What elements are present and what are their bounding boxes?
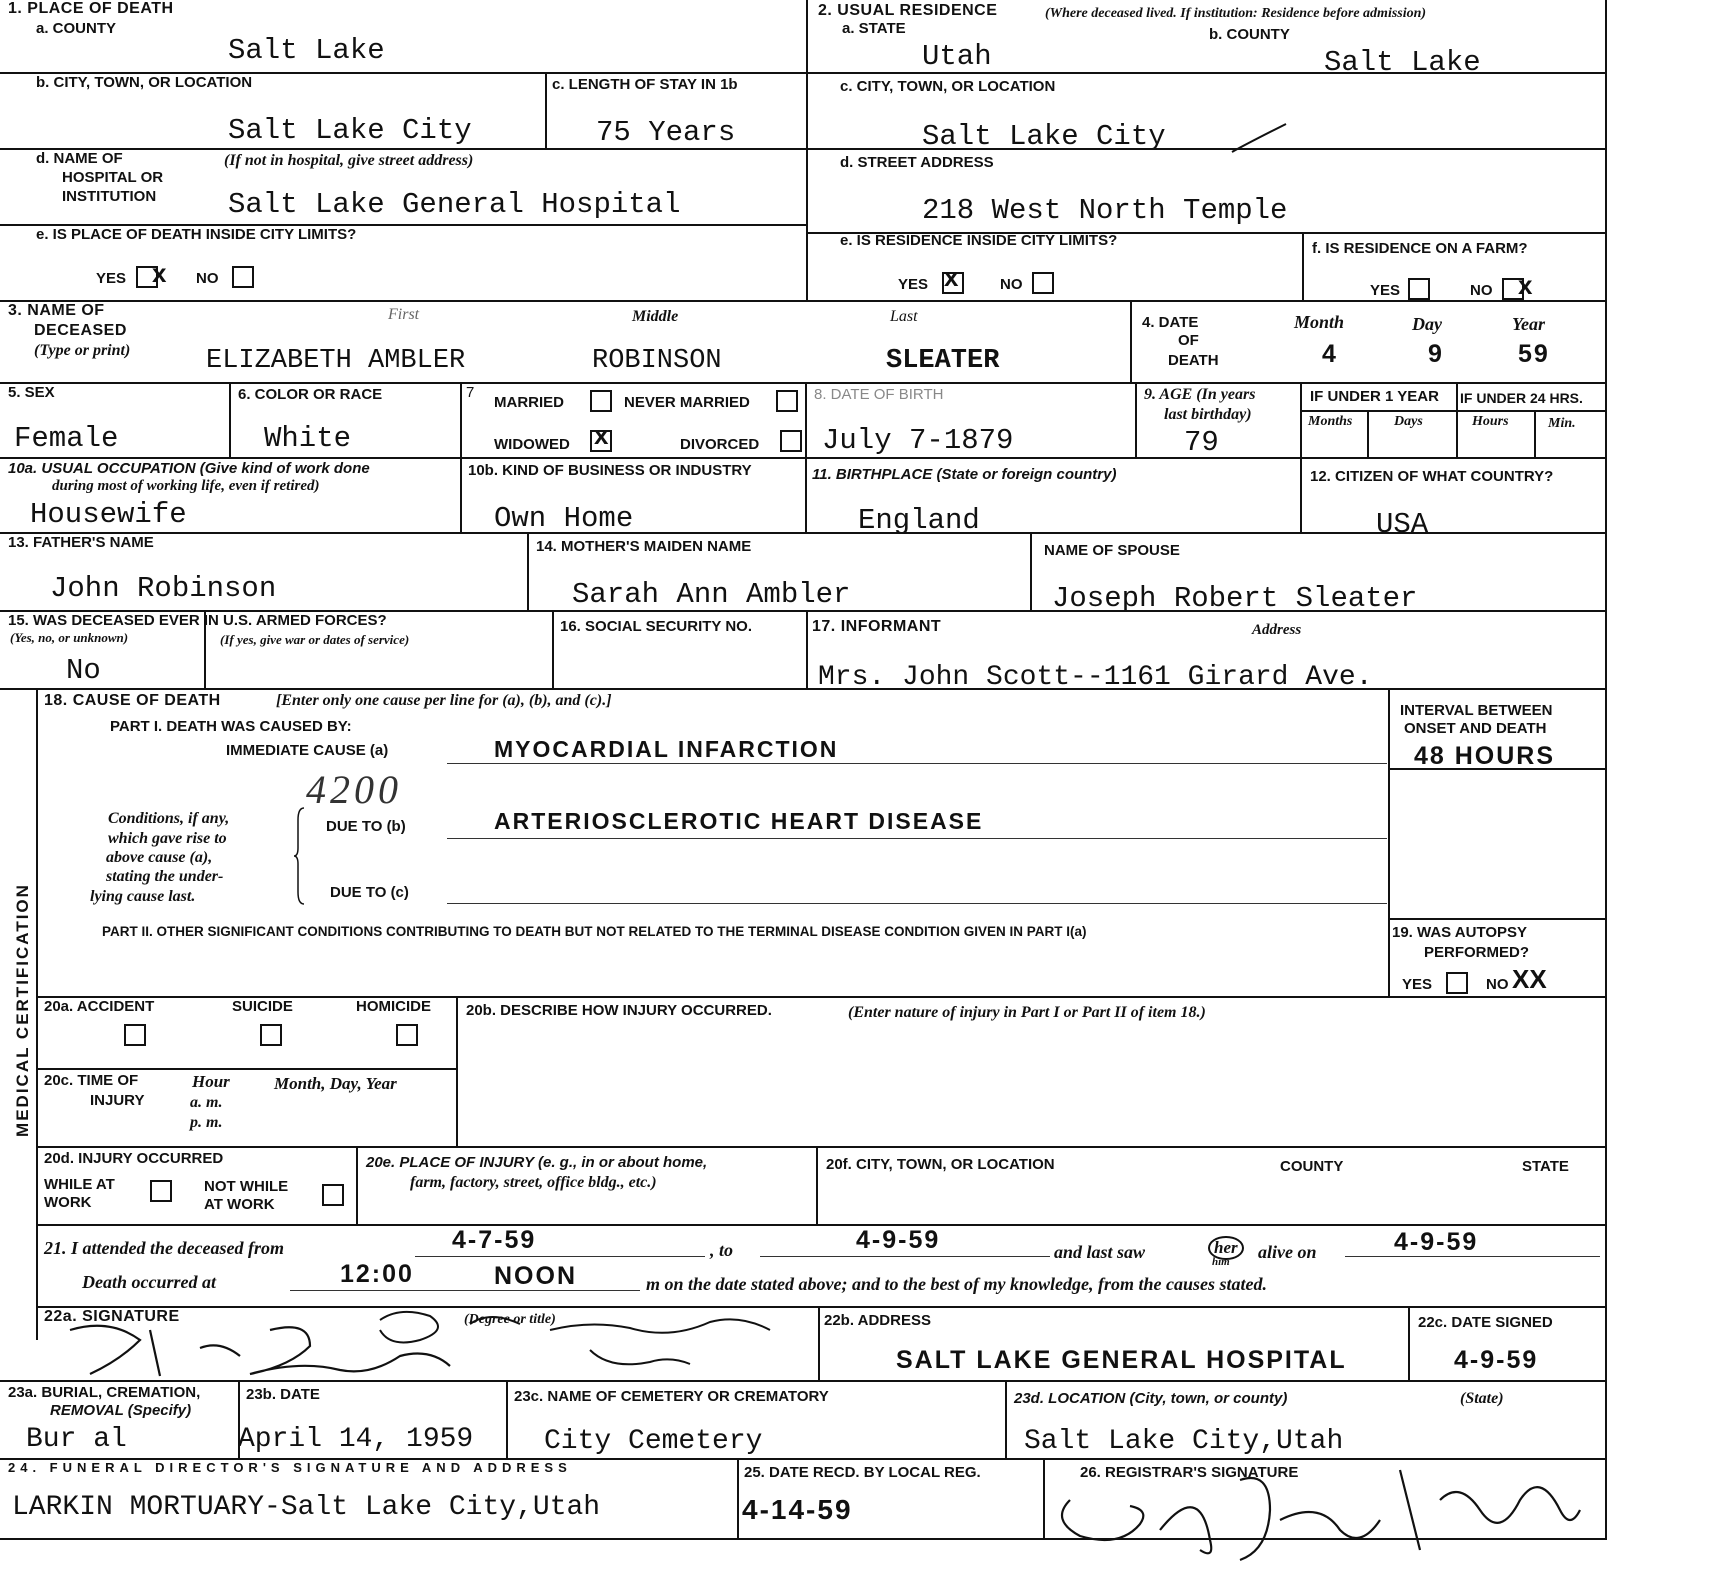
due-b-label: DUE TO (b) xyxy=(326,818,406,835)
burial-state-label: (State) xyxy=(1460,1390,1504,1407)
hospital-label-2: HOSPITAL OR xyxy=(62,169,164,186)
marital-status-number: 7 xyxy=(466,384,475,401)
armed-forces-value: No xyxy=(66,654,101,687)
place-of-death-label: 1. PLACE OF DEATH xyxy=(8,0,174,17)
stay-value: 75 Years xyxy=(596,116,736,149)
death-day-value: 9 xyxy=(1428,340,1444,368)
deceased-label-3: (Type or print) xyxy=(34,342,131,359)
month-label: Month xyxy=(1294,312,1345,332)
date-signed-label: 22c. DATE SIGNED xyxy=(1418,1314,1553,1331)
while-work-label-2: WORK xyxy=(44,1194,92,1211)
autopsy-label: 19. WAS AUTOPSY xyxy=(1392,924,1528,941)
date-recd-value: 4-14-59 xyxy=(742,1494,853,1525)
checkmark-icon xyxy=(1230,120,1290,160)
sig-address-label: 22b. ADDRESS xyxy=(824,1312,931,1329)
suicide-label: SUICIDE xyxy=(232,998,293,1015)
under-24-hrs-label: IF UNDER 24 HRS. xyxy=(1460,390,1583,406)
injury-state-label: STATE xyxy=(1522,1158,1569,1175)
death-city-limits-yes-mark: x xyxy=(152,258,167,288)
age-label-2: last birthday) xyxy=(1164,406,1252,423)
conditions-note-5: lying cause last. xyxy=(90,888,196,905)
mother-label: 14. MOTHER'S MAIDEN NAME xyxy=(536,538,752,555)
days-label: Days xyxy=(1394,414,1423,429)
first-name-value: ELIZABETH AMBLER xyxy=(206,346,466,376)
death-no-label: NO xyxy=(196,270,219,287)
describe-injury-label: 20b. DESCRIBE HOW INJURY OCCURRED. xyxy=(466,1002,772,1019)
never-married-label: NEVER MARRIED xyxy=(624,394,750,411)
res-city-limits-no-checkbox[interactable] xyxy=(1032,272,1054,294)
divorced-checkbox[interactable] xyxy=(780,430,802,452)
res-county-label: b. COUNTY xyxy=(1209,26,1290,43)
cause-label: 18. CAUSE OF DEATH xyxy=(44,692,221,709)
citizen-label: 12. CITIZEN OF WHAT COUNTRY? xyxy=(1310,468,1554,485)
death-date-label-2: OF xyxy=(1178,332,1199,349)
brace-icon xyxy=(294,806,314,906)
alive-on-value: 4-9-59 xyxy=(1394,1228,1479,1256)
homicide-checkbox[interactable] xyxy=(396,1024,418,1046)
sex-value: Female xyxy=(14,422,119,455)
sig-address-value: SALT LAKE GENERAL HOSPITAL xyxy=(896,1346,1347,1374)
death-county-label: a. COUNTY xyxy=(36,20,117,37)
death-date-label: 4. DATE xyxy=(1142,314,1199,331)
farm-yes-label: YES xyxy=(1370,282,1401,299)
res-street-value: 218 West North Temple xyxy=(922,194,1288,227)
hospital-value: Salt Lake General Hospital xyxy=(228,188,681,221)
injury-city-label: 20f. CITY, TOWN, OR LOCATION xyxy=(826,1156,1055,1173)
death-county-value: Salt Lake xyxy=(228,34,385,67)
death-occurred-label: Death occurred at xyxy=(82,1272,216,1292)
occupation-label: 10a. USUAL OCCUPATION (Give kind of work done xyxy=(8,460,370,477)
due-b-value: ARTERIOSCLEROTIC HEART DISEASE xyxy=(494,808,984,834)
residence-label: 2. USUAL RESIDENCE xyxy=(818,2,998,19)
year-label: Year xyxy=(1512,314,1545,334)
middle-name-label: Middle xyxy=(632,308,679,325)
death-city-limits-no-checkbox[interactable] xyxy=(232,266,254,288)
registrar-label: 26. REGISTRAR'S SIGNATURE xyxy=(1080,1464,1299,1481)
attend-to-value: 4-9-59 xyxy=(856,1226,941,1254)
residence-note: (Where deceased lived. If institution: Residence before admission) xyxy=(1045,6,1427,21)
res-city-limits-yes-mark: x xyxy=(944,262,959,292)
armed-forces-label: 15. WAS DECEASED EVER IN U.S. ARMED FORCES? xyxy=(8,612,387,629)
interval-label-2: ONSET AND DEATH xyxy=(1404,720,1547,737)
autopsy-yes-label: YES xyxy=(1402,976,1433,993)
autopsy-no-mark: XX xyxy=(1512,964,1547,994)
her-label: her xyxy=(1208,1236,1244,1260)
homicide-label: HOMICIDE xyxy=(356,998,431,1015)
hours-label: Hours xyxy=(1472,414,1509,429)
funeral-director-label: 24. FUNERAL DIRECTOR'S SIGNATURE AND ADDRESS xyxy=(8,1460,572,1475)
divorced-label: DIVORCED xyxy=(680,436,760,453)
immediate-cause-value: MYOCARDIAL INFARCTION xyxy=(494,736,839,762)
him-label: him xyxy=(1212,1256,1230,1268)
mother-value: Sarah Ann Ambler xyxy=(572,578,851,611)
day-label: Day xyxy=(1412,314,1442,334)
conditions-note-1: Conditions, if any, xyxy=(108,810,230,827)
autopsy-label-2: PERFORMED? xyxy=(1424,944,1529,961)
last-saw-label: and last saw xyxy=(1054,1242,1146,1262)
attend-to-label: , to xyxy=(710,1240,734,1260)
conditions-note-3: above cause (a), xyxy=(106,849,213,866)
last-name-value: SLEATER xyxy=(886,346,1000,376)
armed-note-1: (Yes, no, or unknown) xyxy=(10,630,129,645)
attend-label: 21. I attended the deceased from xyxy=(44,1238,284,1258)
birthplace-value: England xyxy=(858,504,980,537)
occupation-value: Housewife xyxy=(30,498,187,531)
age-value: 79 xyxy=(1184,426,1219,459)
autopsy-no-label: NO xyxy=(1486,976,1509,993)
date-signed-value: 4-9-59 xyxy=(1454,1346,1539,1374)
min-label: Min. xyxy=(1548,416,1576,431)
business-value: Own Home xyxy=(494,502,634,535)
interval-label: INTERVAL BETWEEN xyxy=(1400,702,1553,719)
birthplace-label: 11. BIRTHPLACE (State or foreign country) xyxy=(812,466,1117,483)
conditions-note-2: which gave rise to xyxy=(108,830,227,847)
injury-place-label: 20e. PLACE OF INJURY (e. g., in or about home, xyxy=(366,1154,708,1171)
time-of-injury-label: 20c. TIME OF xyxy=(44,1072,139,1089)
middle-name-value: ROBINSON xyxy=(592,346,722,376)
never-married-checkbox[interactable] xyxy=(776,390,798,412)
father-value: John Robinson xyxy=(50,572,277,605)
injury-county-label: COUNTY xyxy=(1280,1158,1344,1175)
race-value: White xyxy=(264,422,352,455)
cemetery-value: City Cemetery xyxy=(544,1426,763,1457)
registrar-signature xyxy=(1040,1440,1600,1570)
res-city-limits-label: e. IS RESIDENCE INSIDE CITY LIMITS? xyxy=(840,232,1118,249)
dob-value: July 7-1879 xyxy=(822,424,1014,457)
while-work-label: WHILE AT xyxy=(44,1176,115,1193)
describe-injury-note: (Enter nature of injury in Part I or Part II of item 18.) xyxy=(848,1004,1206,1021)
death-yes-label: YES xyxy=(96,270,127,287)
burial-date-label: 23b. DATE xyxy=(246,1386,320,1403)
farm-no-mark: x xyxy=(1518,270,1533,300)
death-city-value: Salt Lake City xyxy=(228,114,472,147)
pm-label: p. m. xyxy=(190,1114,223,1131)
cause-instruction: [Enter only one cause per line for (a), (b), and (c).] xyxy=(276,692,612,709)
address-label: Address xyxy=(1252,622,1302,638)
physician-signature xyxy=(50,1300,810,1382)
attend-from-value: 4-7-59 xyxy=(452,1226,537,1254)
informant-label: 17. INFORMANT xyxy=(812,618,942,635)
spouse-value: Joseph Robert Sleater xyxy=(1052,582,1418,615)
cemetery-label: 23c. NAME OF CEMETERY OR CREMATORY xyxy=(514,1388,829,1405)
burial-date-value: April 14, 1959 xyxy=(238,1424,474,1455)
part1-label: PART I. DEATH WAS CAUSED BY: xyxy=(110,718,352,735)
not-while-work-checkbox[interactable] xyxy=(322,1184,344,1206)
sex-label: 5. SEX xyxy=(8,384,55,401)
citizen-value: USA xyxy=(1376,508,1429,541)
conditions-note-4: stating the under- xyxy=(106,868,224,885)
res-farm-label: f. IS RESIDENCE ON A FARM? xyxy=(1312,240,1528,257)
race-label: 6. COLOR OR RACE xyxy=(238,386,383,403)
farm-no-label: NO xyxy=(1470,282,1493,299)
not-while-work-label-2: AT WORK xyxy=(204,1196,275,1213)
death-city-label: b. CITY, TOWN, OR LOCATION xyxy=(36,74,253,91)
deceased-label: 3. NAME OF xyxy=(8,302,105,319)
interval-value: 48 HOURS xyxy=(1414,742,1556,770)
death-month-value: 4 xyxy=(1322,340,1338,368)
father-label: 13. FATHER'S NAME xyxy=(8,534,154,551)
res-state-label: a. STATE xyxy=(842,20,906,37)
accident-checkbox[interactable] xyxy=(124,1024,146,1046)
age-label: 9. AGE (In years xyxy=(1144,386,1256,403)
accident-label: 20a. ACCIDENT xyxy=(44,998,155,1015)
injury-place-label-2: farm, factory, street, office bldg., etc.) xyxy=(410,1174,657,1191)
death-city-limits-label: e. IS PLACE OF DEATH INSIDE CITY LIMITS? xyxy=(36,226,357,243)
suicide-checkbox[interactable] xyxy=(260,1024,282,1046)
burial-location-value: Salt Lake City,Utah xyxy=(1024,1426,1344,1457)
business-label: 10b. KIND OF BUSINESS OR INDUSTRY xyxy=(468,462,752,479)
res-no-label: NO xyxy=(1000,276,1023,293)
first-name-label: First xyxy=(388,306,420,323)
time-of-injury-label-2: INJURY xyxy=(90,1092,145,1109)
not-while-work-label: NOT WHILE xyxy=(204,1178,289,1195)
funeral-director-value: LARKIN MORTUARY-Salt Lake City,Utah xyxy=(12,1492,601,1523)
res-street-label: d. STREET ADDRESS xyxy=(840,154,994,171)
hour-label: Hour xyxy=(192,1072,230,1091)
married-label: MARRIED xyxy=(494,394,564,411)
married-checkbox[interactable] xyxy=(590,390,612,412)
while-work-checkbox[interactable] xyxy=(150,1180,172,1202)
attend-line2: m on the date stated above; and to the best of my knowledge, from the causes stated. xyxy=(646,1274,1267,1294)
last-name-label: Last xyxy=(890,308,918,325)
hospital-label: d. NAME OF xyxy=(36,150,123,167)
medical-certification-label: MEDICAL CERTIFICATION xyxy=(12,883,32,1137)
immediate-cause-label: IMMEDIATE CAUSE (a) xyxy=(226,742,389,759)
code-note: 4200 xyxy=(306,767,402,812)
am-label: a. m. xyxy=(190,1094,223,1111)
death-date-label-3: DEATH xyxy=(1168,352,1219,369)
alive-on-label: alive on xyxy=(1258,1242,1317,1262)
mdy-label: Month, Day, Year xyxy=(274,1074,397,1093)
armed-note-2: (If yes, give war or dates of service) xyxy=(220,632,410,647)
ssn-label: 16. SOCIAL SECURITY NO. xyxy=(560,618,752,635)
burial-location-label: 23d. LOCATION (City, town, or county) xyxy=(1014,1390,1288,1407)
occupation-label-2: during most of working life, even if retired) xyxy=(52,478,320,494)
under-1-year-label: IF UNDER 1 YEAR xyxy=(1310,388,1439,405)
res-state-value: Utah xyxy=(922,40,992,73)
burial-type-label: 23a. BURIAL, CREMATION, xyxy=(8,1384,201,1401)
hospital-label-3: INSTITUTION xyxy=(62,188,157,205)
due-c-label: DUE TO (c) xyxy=(330,884,409,901)
injury-occurred-label: 20d. INJURY OCCURRED xyxy=(44,1150,224,1167)
res-city-value: Salt Lake City xyxy=(922,120,1166,153)
noon-value: NOON xyxy=(494,1262,577,1290)
widowed-mark: x xyxy=(594,420,609,450)
informant-value: Mrs. John Scott--1161 Girard Ave. xyxy=(818,662,1373,693)
degree-label: (Degree or title) xyxy=(464,1312,556,1327)
death-time-value: 12:00 xyxy=(340,1260,414,1288)
part2-label: PART II. OTHER SIGNIFICANT CONDITIONS CONTRIBUTING TO DEATH BUT NOT RELATED TO THE TERMINAL DISEASE CONDITION GIVEN IN PART I(a) xyxy=(102,924,1087,939)
res-city-label: c. CITY, TOWN, OR LOCATION xyxy=(840,78,1056,95)
stay-label: c. LENGTH OF STAY IN 1b xyxy=(552,76,738,93)
date-recd-label: 25. DATE RECD. BY LOCAL REG. xyxy=(744,1464,981,1481)
hospital-note: (If not in hospital, give street address) xyxy=(224,152,474,169)
dob-label: 8. DATE OF BIRTH xyxy=(814,386,944,403)
spouse-label: NAME OF SPOUSE xyxy=(1044,542,1180,559)
res-county-value: Salt Lake xyxy=(1324,46,1481,79)
death-year-value: 59 xyxy=(1518,340,1550,368)
burial-type-label-2: REMOVAL (Specify) xyxy=(50,1402,192,1419)
autopsy-yes-checkbox[interactable] xyxy=(1446,972,1468,994)
farm-yes-checkbox[interactable] xyxy=(1408,278,1430,300)
widowed-label: WIDOWED xyxy=(494,436,570,453)
deceased-label-2: DECEASED xyxy=(34,322,127,339)
months-label: Months xyxy=(1308,414,1353,429)
burial-type-value: Bur al xyxy=(26,1424,127,1455)
signature-label: 22a. SIGNATURE xyxy=(44,1308,180,1325)
res-yes-label: YES xyxy=(898,276,929,293)
